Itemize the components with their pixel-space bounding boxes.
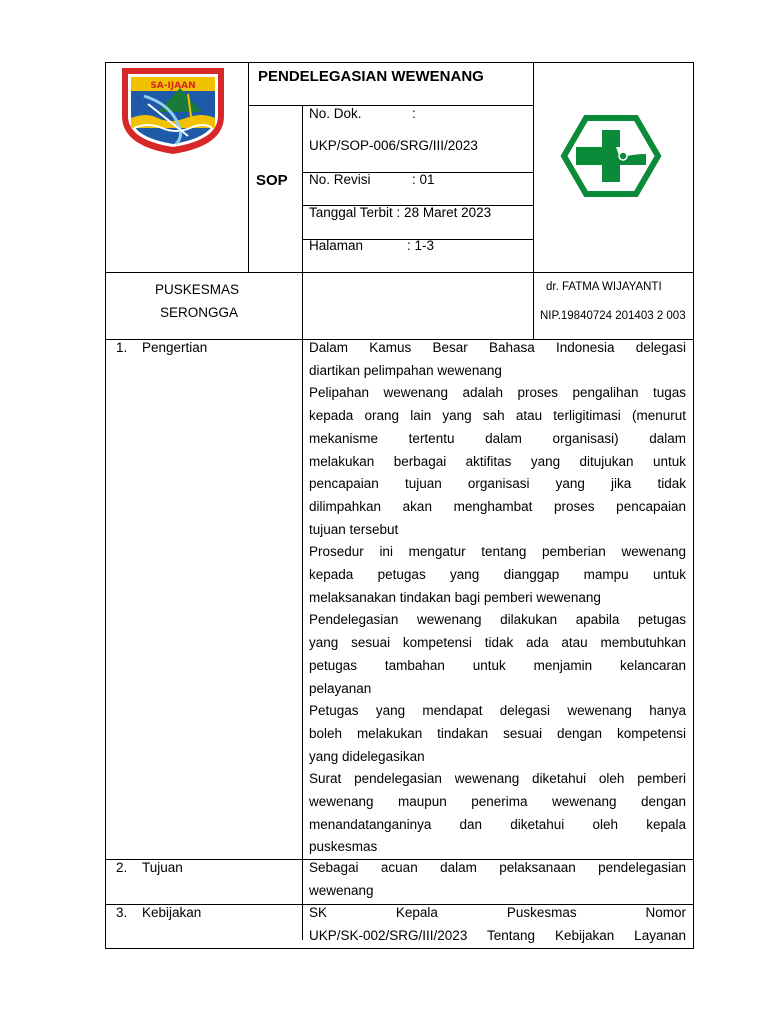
body-line: yang didelegasikan bbox=[309, 748, 425, 764]
body-line: wewenang bbox=[309, 882, 374, 898]
org-name-line2: SERONGGA bbox=[160, 305, 239, 320]
revision-value: : 01 bbox=[412, 172, 435, 187]
body-line: yang sesuai kompetensi tidak ada atau membutuhkan bbox=[309, 635, 686, 651]
body-line: boleh melakukan tindakan sesuai dengan kompetensi bbox=[309, 725, 686, 741]
page-label: Halaman bbox=[309, 238, 364, 253]
body-line: Petugas yang mendapat delegasi wewenang hanya bbox=[309, 703, 686, 719]
puskesmas-cross-icon bbox=[560, 114, 662, 198]
issue-date: Tanggal Terbit : 28 Maret 2023 bbox=[309, 205, 492, 220]
table-rule-meta-right bbox=[533, 62, 534, 339]
body-line: Pelipahan wewenang adalah proses pengalihan tugas bbox=[309, 385, 686, 401]
body-line: tujuan tersebut bbox=[309, 521, 399, 537]
doc-no-value: UKP/SOP-006/SRG/III/2023 bbox=[309, 138, 478, 153]
table-rule-title-bottom bbox=[248, 105, 533, 106]
section-number-pengertian: 1. bbox=[116, 340, 128, 355]
org-name-line1: PUSKESMAS bbox=[155, 282, 240, 297]
signer-name: dr. FATMA WIJAYANTI bbox=[546, 281, 662, 293]
body-line: diartikan pelimpahan wewenang bbox=[309, 362, 502, 378]
regency-crest-icon bbox=[118, 64, 228, 156]
body-line: pencapaian tujuan organisasi yang jika tidak bbox=[309, 476, 686, 492]
doc-no-colon: : bbox=[412, 106, 416, 121]
signer-nip: NIP.19840724 201403 2 003 bbox=[540, 310, 686, 322]
body-line: menandatanganinya dan diketahui oleh kepala bbox=[309, 816, 686, 832]
revision-label: No. Revisi bbox=[309, 172, 371, 187]
body-line: Surat pendelegasian wewenang diketahui oleh pemberi bbox=[309, 771, 686, 787]
section-number-kebijakan: 3. bbox=[116, 905, 128, 920]
table-border-left bbox=[105, 62, 106, 949]
body-line: Prosedur ini mengatur tentang pemberian wewenang bbox=[309, 544, 686, 560]
body-line: UKP/SK-002/SRG/III/2023 Tentang Kebijakan Layanan bbox=[309, 927, 686, 943]
body-line: mekanisme tertentu dalam organisasi) dalam bbox=[309, 430, 686, 446]
body-line: kepada petugas yang dianggap mampu untuk bbox=[309, 567, 686, 582]
body-line: kepada orang lain yang sah atau terligitimasi (menurut bbox=[309, 408, 686, 424]
body-line: melaksanakan tindakan bagi pemberi wewenang bbox=[309, 589, 601, 605]
body-line: Sebagai acuan dalam pelaksanaan pendelegasian bbox=[309, 860, 686, 875]
body-line: dilimpahkan akan menghambat proses pencapaian bbox=[309, 498, 686, 514]
table-border-bottom bbox=[105, 948, 694, 949]
body-line: petugas tambahan untuk menjamin kelancaran bbox=[309, 657, 686, 673]
section-label-pengertian: Pengertian bbox=[142, 340, 208, 355]
table-border-right bbox=[693, 62, 694, 949]
body-line: wewenang maupun penerima wewenang dengan bbox=[309, 794, 686, 809]
table-rule-logo-right bbox=[248, 62, 249, 272]
body-line: puskesmas bbox=[309, 839, 378, 855]
table-rule-sop-right bbox=[302, 105, 303, 940]
page-title: PENDELEGASIAN WEWENANG bbox=[258, 68, 484, 85]
doc-no-label: No. Dok. bbox=[309, 106, 362, 121]
sop-label: SOP bbox=[256, 172, 288, 189]
table-rule-header-bottom bbox=[105, 272, 694, 273]
page-value: : 1-3 bbox=[407, 238, 435, 253]
section-label-kebijakan: Kebijakan bbox=[142, 905, 202, 920]
body-line: melakukan berbagai aktifitas yang ditujukan untuk bbox=[309, 453, 686, 469]
body-line: SK Kepala Puskesmas Nomor bbox=[309, 905, 686, 920]
section-label-tujuan: Tujuan bbox=[142, 860, 183, 875]
table-border-top bbox=[105, 62, 694, 63]
section-number-tujuan: 2. bbox=[116, 860, 128, 875]
body-line: Pendelegasian wewenang dilakukan apabila petugas bbox=[309, 612, 686, 628]
body-line: Dalam Kamus Besar Bahasa Indonesia delegasi bbox=[309, 340, 686, 355]
body-line: pelayanan bbox=[309, 680, 372, 696]
crest-banner-text: SA-IJAAN bbox=[150, 81, 196, 91]
